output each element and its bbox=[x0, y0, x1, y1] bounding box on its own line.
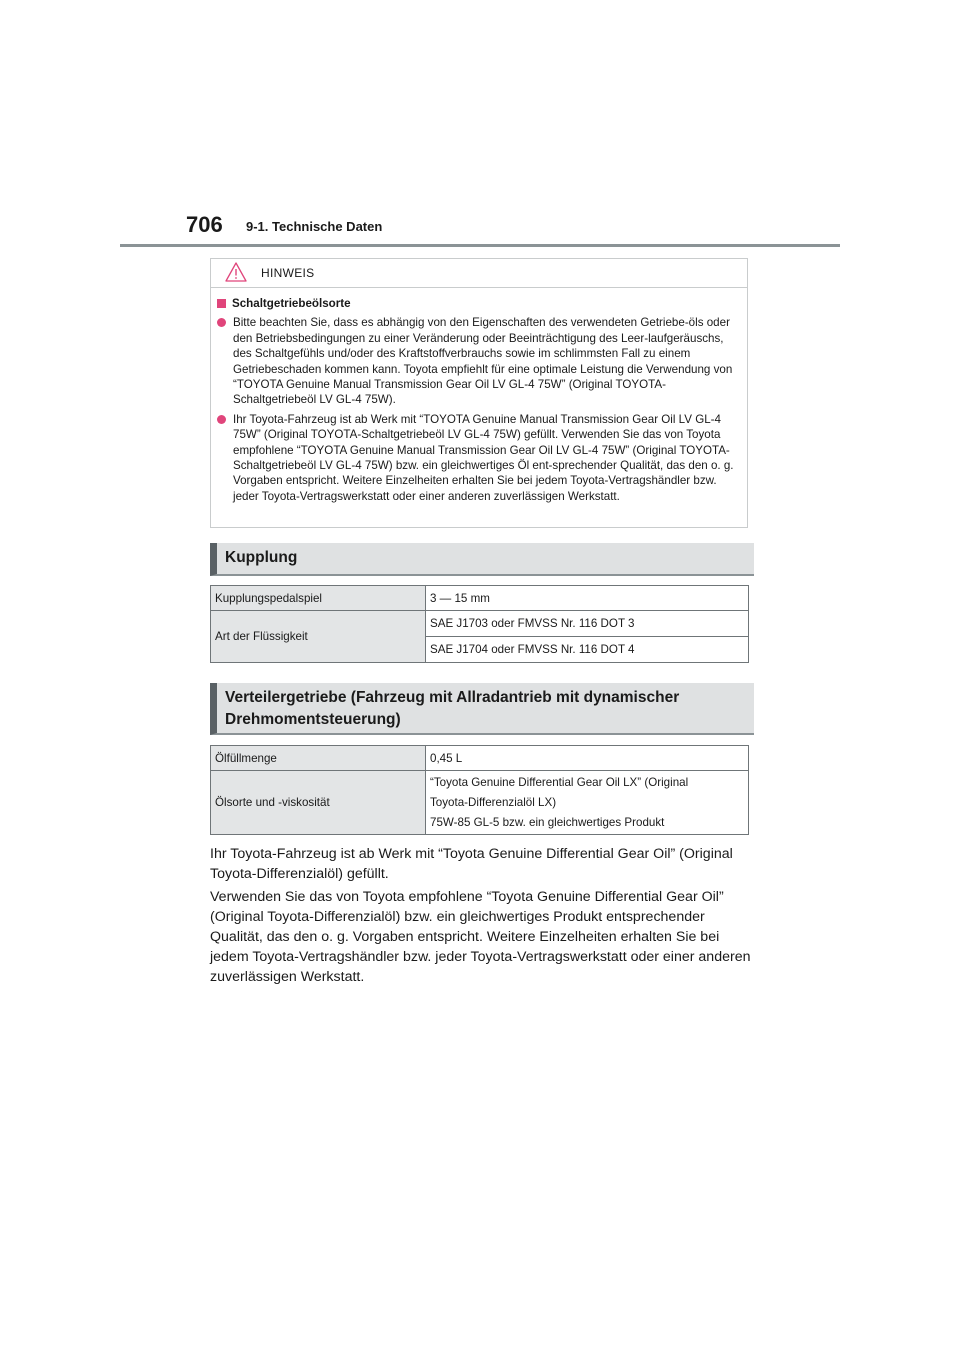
header-rule bbox=[120, 244, 840, 247]
verteiler-table bbox=[210, 745, 749, 835]
table-value-cell: SAE J1703 oder FMVSS Nr. 116 DOT 3 bbox=[426, 611, 749, 637]
notice-heading-text: Schaltgetriebeölsorte bbox=[232, 297, 351, 310]
section-heading-kupplung: Kupplung bbox=[210, 543, 754, 576]
table-value-cell: 0,45 L bbox=[426, 746, 749, 771]
notice-subheading bbox=[217, 296, 739, 311]
table-row bbox=[211, 746, 749, 771]
notice-title: HINWEIS bbox=[261, 266, 315, 280]
table-value-cell bbox=[426, 771, 749, 835]
table-label-cell: Ölfüllmenge bbox=[211, 746, 426, 771]
table-label-cell: Art der Flüssigkeit bbox=[211, 611, 426, 663]
table-label-cell: Kupplungspedalspiel bbox=[211, 586, 426, 611]
cell-line: Toyota-Differenzialöl LX) bbox=[430, 795, 557, 809]
notice-header bbox=[211, 259, 747, 288]
section-title: 9-1. Technische Daten bbox=[246, 219, 383, 234]
notice-bullet bbox=[217, 412, 739, 504]
warning-triangle-icon bbox=[225, 262, 247, 282]
table-row bbox=[211, 586, 749, 611]
page-number: 706 bbox=[186, 212, 223, 237]
notice-bullet bbox=[217, 315, 739, 407]
section-heading-line: Drehmomentsteuerung) bbox=[225, 711, 401, 728]
notice-bullet-text: Bitte beachten Sie, dass es abhängig von den Eigenschaften des verwendeten Getriebe-öls oder den Betriebsbedingungen zu einer Veränderung oder Beeinträchtigung des Leer-laufgeräuschs, des Schaltgefühls und/oder des Kraftstoffverbrauchs sowie im schlimmsten Fall zu einem Getriebeschaden kommen kann. Toyota empfiehlt für eine optimale Leistung die Verwendung von “TOYOTA Genuine Manual Transmission Gear Oil LV GL-4 75W” (Original TOYOTA-Schaltgetriebeöl LV GL-4 75W). bbox=[233, 316, 733, 407]
square-bullet-icon bbox=[217, 299, 226, 308]
table-row bbox=[211, 771, 749, 835]
body-paragraph: Verwenden Sie das von Toyota empfohlene “Toyota Genuine Differential Gear Oil” (Original Toyota-Differenzialöl) bzw. ein gleichwertiges Produkt entsprechender Qualität, das den o. g. Vorgaben entspricht. Weitere Einzelheiten erhalten Sie bei jedem Toyota-Vertragshändler bzw. jeder Toyota-Vertragswerkstatt oder einer anderen zuverlässigen Werkstatt. bbox=[210, 889, 751, 985]
section-heading-line: Verteilergetriebe (Fahrzeug mit Allradantrieb mit dynamischer bbox=[225, 689, 680, 706]
table-value-cell: 3 — 15 mm bbox=[426, 586, 749, 611]
body-paragraph: Ihr Toyota-Fahrzeug ist ab Werk mit “Toyota Genuine Differential Gear Oil” (Original Toyota-Differenzialöl) gefüllt. bbox=[210, 846, 733, 882]
cell-line: “Toyota Genuine Differential Gear Oil LX” (Original bbox=[430, 775, 689, 789]
table-row bbox=[211, 611, 749, 637]
kupplung-table bbox=[210, 585, 749, 663]
table-label-cell: Ölsorte und -viskosität bbox=[211, 771, 426, 835]
section-heading-verteilergetriebe bbox=[210, 683, 754, 735]
round-bullet-icon bbox=[217, 318, 226, 327]
notice-body bbox=[211, 288, 747, 504]
round-bullet-icon bbox=[217, 415, 226, 424]
cell-line: 75W-85 GL-5 bzw. ein gleichwertiges Produkt bbox=[430, 815, 665, 829]
notice-box bbox=[210, 258, 748, 528]
table-value-cell: SAE J1704 oder FMVSS Nr. 116 DOT 4 bbox=[426, 637, 749, 663]
notice-bullet-text: Ihr Toyota-Fahrzeug ist ab Werk mit “TOYOTA Genuine Manual Transmission Gear Oil LV GL-4 75W” (Original TOYOTA-Schaltgetriebeöl LV GL-4 75W) gefüllt. Verwenden Sie das von Toyota empfohlene “TOYOTA Genuine Manual Transmission Gear Oil LV GL-4 75W” (Original TOYOTA-Schaltgetriebeöl LV GL-4 75W) bzw. ein gleichwertiges Öl ent-sprechender Qualität, das den o. g. Vorgaben entspricht. Weitere Einzelheiten erhalten Sie bei jedem Toyota-Vertragshändler bzw. jeder Toyota-Vertragswerkstatt oder einer anderen zuverlässigen Werkstatt. bbox=[233, 412, 734, 503]
